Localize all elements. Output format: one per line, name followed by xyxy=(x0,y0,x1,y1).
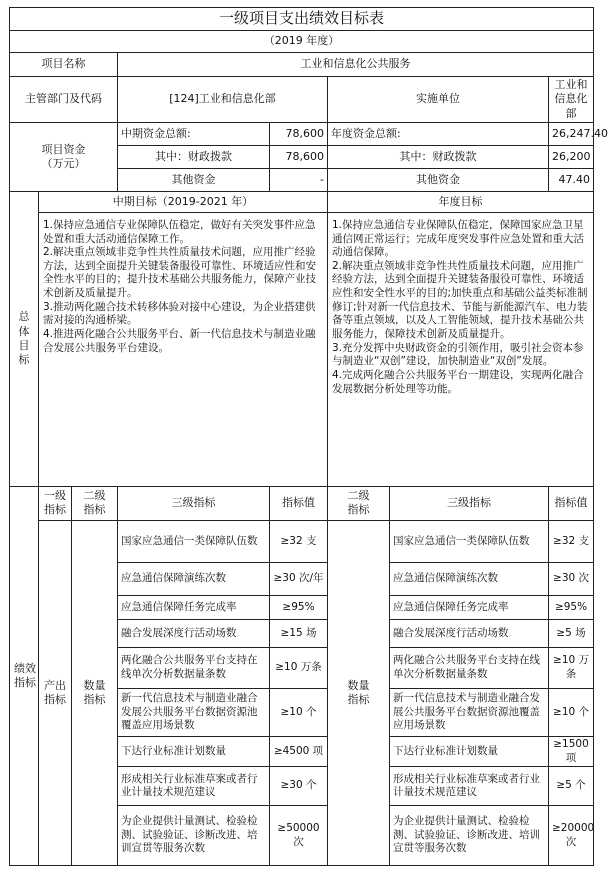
year-indicator-name: 国家应急通信一类保障队伍数 xyxy=(390,520,549,562)
header-level2-text: 二级指标 xyxy=(83,489,106,517)
mid-indicator-value: ≥32 支 xyxy=(270,520,328,562)
mid-indicator-value: ≥30 个 xyxy=(270,767,328,806)
mid-other-label: 其他资金 xyxy=(118,168,270,191)
year-indicator-value: ≥10 万条 xyxy=(549,647,594,688)
year-indicator-name: 融合发展深度行活动场数 xyxy=(390,619,549,647)
header-level1 xyxy=(39,486,72,520)
mid-indicator-name: 下达行业标准计划数量 xyxy=(118,736,270,766)
year-indicator-name: 应急通信保障演练次数 xyxy=(390,562,549,595)
mid-indicator-value: ≥30 次/年 xyxy=(270,562,328,595)
mid-goal-content xyxy=(39,212,328,486)
overall-goal-label xyxy=(10,191,39,486)
mid-indicator-name: 国家应急通信一类保障队伍数 xyxy=(118,520,270,562)
mid-indicator-value: ≥15 场 xyxy=(270,619,328,647)
header-level2-year-text: 二级指标 xyxy=(347,489,370,517)
year-indicator-name: 两化融合公共服务平台支持在线单次分析数据量条数 xyxy=(390,647,549,688)
year-indicator-name: 新一代信息技术与制造业融合发展公共服务平台数据资源池覆盖应用场景数 xyxy=(390,688,549,736)
funds-label-line2: （万元） xyxy=(41,156,86,170)
year-total-value: 26,247.40 xyxy=(549,122,594,145)
impl-unit-label: 实施单位 xyxy=(328,77,549,123)
mid-indicator-value: ≥10 个 xyxy=(270,688,328,736)
year-indicator-value: ≥30 次 xyxy=(549,562,594,595)
header-value-year: 指标值 xyxy=(549,486,594,520)
year-goal-header: 年度目标 xyxy=(328,191,594,212)
level2-quantity-year xyxy=(328,520,390,865)
year-indicator-value: ≥95% xyxy=(549,595,594,619)
impl-unit-value: 工业和信息化部 xyxy=(549,77,594,123)
year-total-label: 年度资金总额: xyxy=(328,122,549,145)
level1-output-text: 产出指标 xyxy=(44,678,66,707)
year-indicator-name: 形成相关行业标准草案或者行业计量技术规范建议 xyxy=(390,767,549,806)
year-indicator-value: ≥5 个 xyxy=(549,767,594,806)
mid-indicator-value: ≥4500 项 xyxy=(270,736,328,766)
year-goal-item: 3.充分发挥中央财政资金的引领作用，吸引社会资本参与制造业“双创”建设，加快制造业“双创”发展。 xyxy=(332,341,584,368)
header-level2 xyxy=(72,486,118,520)
year-goal-item: 1.保持应急通信专业保障队伍稳定，保障国家应急卫星通信网正常运行；完成年度突发事件应急处置和重大活动通信保障。 xyxy=(332,218,584,259)
dept-value: [124]工业和信息化部 xyxy=(118,77,328,123)
mid-goal-item: 4.推进两化融合公共服务平台、新一代信息技术与制造业融合发展公共服务平台建设。 xyxy=(43,328,316,354)
year-fiscal-value: 26,200 xyxy=(549,145,594,168)
dept-label: 主管部门及代码 xyxy=(10,77,118,123)
performance-label-text: 绩效指标 xyxy=(14,661,36,690)
level2-quantity-text: 数量指标 xyxy=(83,678,106,707)
mid-indicator-name: 应急通信保障任务完成率 xyxy=(118,595,270,619)
mid-indicator-name: 形成相关行业标准草案或者行业计量技术规范建议 xyxy=(118,767,270,806)
year-indicator-value: ≥32 支 xyxy=(549,520,594,562)
header-level3: 三级指标 xyxy=(118,486,270,520)
year-indicator-name: 下达行业标准计划数量 xyxy=(390,736,549,766)
funds-label-line1: 项目资金 xyxy=(41,142,86,156)
year-indicator-value: ≥20000 次 xyxy=(549,806,594,866)
mid-indicator-name: 融合发展深度行活动场数 xyxy=(118,619,270,647)
year-goal-content xyxy=(328,212,594,486)
overall-goal-label-text: 总体目标 xyxy=(18,310,30,367)
year-other-label: 其他资金 xyxy=(328,168,549,191)
year-indicator-value: ≥10 个 xyxy=(549,688,594,736)
performance-label xyxy=(10,486,39,865)
year-indicator-name: 为企业提供计量测试、检验检测、试验验证、诊断改进、培训宣贯等服务次数 xyxy=(390,806,549,866)
year-indicator-value: ≥5 场 xyxy=(549,619,594,647)
header-level2-year xyxy=(328,486,390,520)
year-other-value: 47.40 xyxy=(549,168,594,191)
project-name-label: 项目名称 xyxy=(10,53,118,77)
table-title: 一级项目支出绩效目标表 xyxy=(10,8,594,31)
header-level1-text: 一级指标 xyxy=(44,489,66,517)
mid-fiscal-label: 其中：财政拨款 xyxy=(118,145,270,168)
table-year: （2019 年度） xyxy=(10,31,594,53)
mid-indicator-value: ≥10 万条 xyxy=(270,647,328,688)
level2-quantity-year-text: 数量指标 xyxy=(347,678,370,707)
year-fiscal-label: 其中：财政拨款 xyxy=(328,145,549,168)
level1-output xyxy=(39,520,72,865)
year-indicator-name: 应急通信保障任务完成率 xyxy=(390,595,549,619)
mid-goal-item: 3.推动两化融合技术转移体验对接中心建设，为企业搭建供需对接的沟通桥梁。 xyxy=(43,300,316,327)
mid-indicator-value: ≥95% xyxy=(270,595,328,619)
year-goal-item: 2.解决重点领域非竞争性共性质量技术问题，应用推广经验方法，达到全面提升关键装备服役可靠性、环境适应性和安全性水平的目的;加快重点和基础公益类标准制修订;针对新一代信息技术、节能与新能源汽车、电力装备等重点领域，以及人工智能领域，提升技术基础公共服务能力，保障技术创新及质量提升。 xyxy=(332,259,588,341)
year-goal-item: 4.完成两化融合公共服务平台一期建设，实现两化融合发展数据分析处理等功能。 xyxy=(332,368,584,395)
performance-target-table xyxy=(9,7,608,866)
mid-goal-item: 1.保持应急通信专业保障队伍稳定，做好有关突发事件应急处置和重大活动通信保障工作。 xyxy=(43,218,316,245)
year-indicator-value: ≥1500 项 xyxy=(549,736,594,766)
mid-indicator-value: ≥50000 次 xyxy=(270,806,328,866)
level2-quantity xyxy=(72,520,118,865)
mid-total-label: 中期资金总额: xyxy=(118,122,270,145)
mid-indicator-name: 为企业提供计量测试、检验检测、试验验证、诊断改进、培训宣贯等服务次数 xyxy=(118,806,270,866)
header-level3-year: 三级指标 xyxy=(390,486,549,520)
header-value: 指标值 xyxy=(270,486,328,520)
mid-indicator-name: 新一代信息技术与制造业融合发展公共服务平台数据资源池覆盖应用场景数 xyxy=(118,688,270,736)
project-name-value: 工业和信息化公共服务 xyxy=(118,53,594,77)
mid-indicator-name: 两化融合公共服务平台支持在线单次分析数据量条数 xyxy=(118,647,270,688)
mid-total-value: 78,600 xyxy=(270,122,328,145)
funds-label xyxy=(10,122,118,191)
mid-other-value: - xyxy=(270,168,328,191)
mid-indicator-name: 应急通信保障演练次数 xyxy=(118,562,270,595)
mid-goal-header: 中期目标（2019-2021 年） xyxy=(39,191,328,212)
mid-fiscal-value: 78,600 xyxy=(270,145,328,168)
mid-goal-item: 2.解决重点领域非竞争性共性质量技术问题，应用推广经验方法，达到全面提升关键装备服役可靠性、环境适应性和安全性水平的目的；提升技术基础公共服务能力，保障产业技术创新及质量提升。 xyxy=(43,246,316,300)
